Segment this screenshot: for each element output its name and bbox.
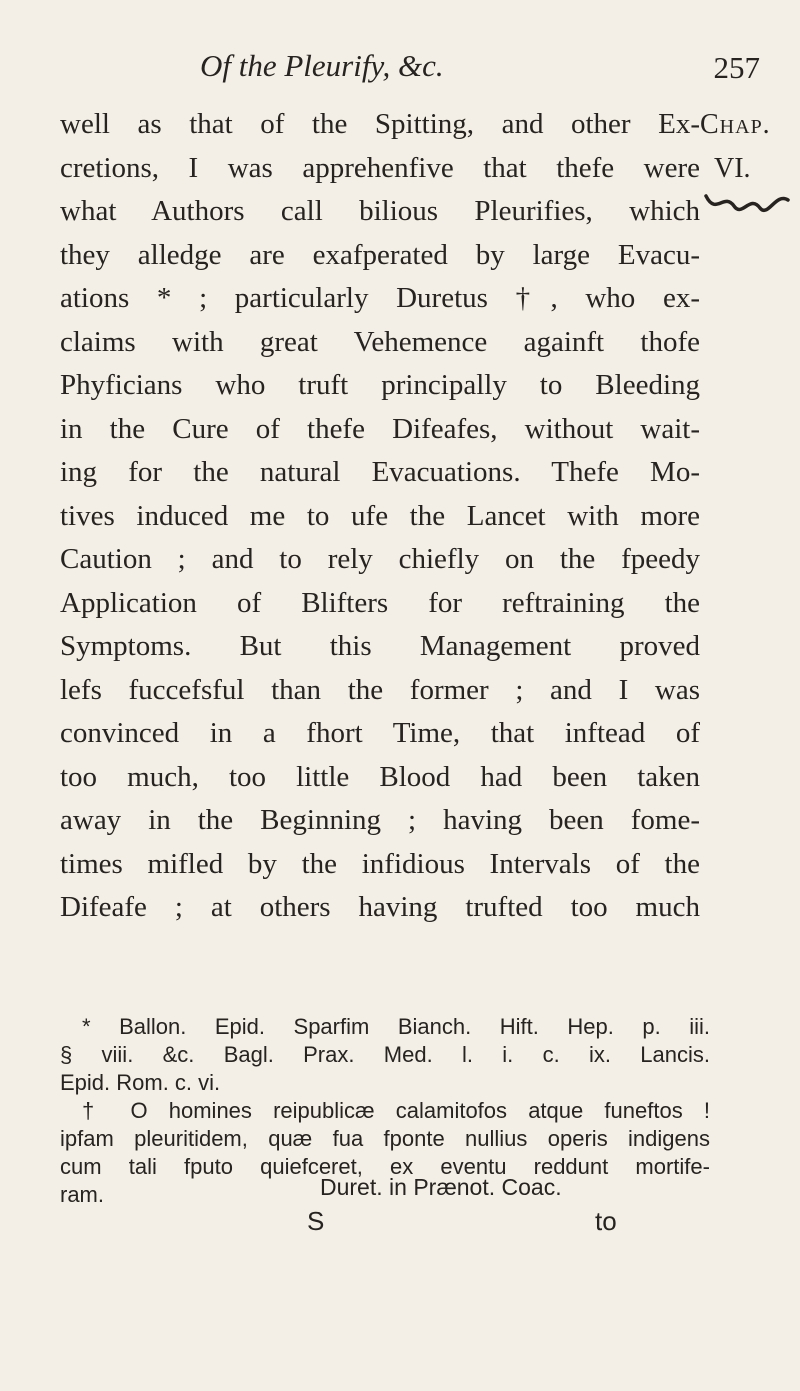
chapter-number: VI.	[714, 152, 751, 184]
text-line: what Authors call bilious Pleurifies, which	[60, 195, 700, 227]
page-header	[200, 40, 760, 100]
text-line: Application of Blifters for reftraining the	[60, 586, 700, 619]
body-text	[60, 103, 700, 930]
text-line: Caution ; and to rely chiefly on the fpeedy	[60, 543, 700, 575]
text-line: tives induced me to ufe the Lancet with more	[60, 499, 700, 532]
text-line: claims with great Vehemence againft thofe	[60, 325, 700, 358]
footnote-line: § viii. &c. Bagl. Prax. Med. l. i. c. ix. Lancis.	[60, 1042, 710, 1067]
running-title: Of the Pleurify, &c.	[200, 48, 444, 83]
text-line: cretions, I was apprehenfive that thefe were	[60, 151, 700, 184]
chapter-margin-note	[700, 103, 800, 190]
footnote-line: Epid. Rom. c. vi.	[60, 1070, 221, 1095]
scroll-ornament-icon	[702, 190, 794, 222]
footnote-attribution: Duret. in Prænot. Coac.	[320, 1174, 562, 1200]
text-line: Symptoms. But this Management proved	[60, 630, 700, 662]
text-line: convinced in a fhort Time, that inftead of	[60, 717, 700, 749]
catchword: to	[595, 1206, 617, 1236]
text-line: lefs fuccefsful than the former ; and I was	[60, 673, 700, 706]
text-line: times mifled by the infidious Intervals of the	[60, 847, 700, 880]
text-line: they alledge are exafperated by large Evacu-	[60, 238, 700, 271]
text-line: too much, too little Blood had been taken	[60, 760, 700, 793]
text-line: in the Cure of thefe Difeafes, without wait-	[60, 412, 700, 445]
footnote-line: cum tali fputo quiefceret, ex eventu reddunt mortife-	[60, 1154, 710, 1179]
text-line: Difeafe ; at others having trufted too much	[60, 891, 700, 923]
text-line: ations * ; particularly Duretus †, who ex-	[60, 282, 700, 314]
text-line: away in the Beginning ; having been fome-	[60, 804, 700, 836]
chapter-label: Chap.	[700, 109, 771, 140]
page-number: 257	[713, 50, 760, 85]
footnote-line: ipfam pleuritidem, quæ fua fponte nullius operis indigens	[60, 1126, 710, 1151]
footnote-line: * Ballon. Epid. Sparfim Bianch. Hift. Hep. p. iii.	[82, 1014, 710, 1039]
footnote-line: ram.	[60, 1182, 104, 1207]
footnote-line: † O homines reipublicæ calamitofos atque funeftos !	[82, 1098, 710, 1123]
text-line: ing for the natural Evacuations. Thefe Mo-	[60, 456, 700, 488]
text-line: Phyficians who truft principally to Bleeding	[60, 369, 700, 401]
text-line: well as that of the Spitting, and other Ex-	[60, 108, 700, 140]
signature-mark: S	[307, 1206, 325, 1236]
